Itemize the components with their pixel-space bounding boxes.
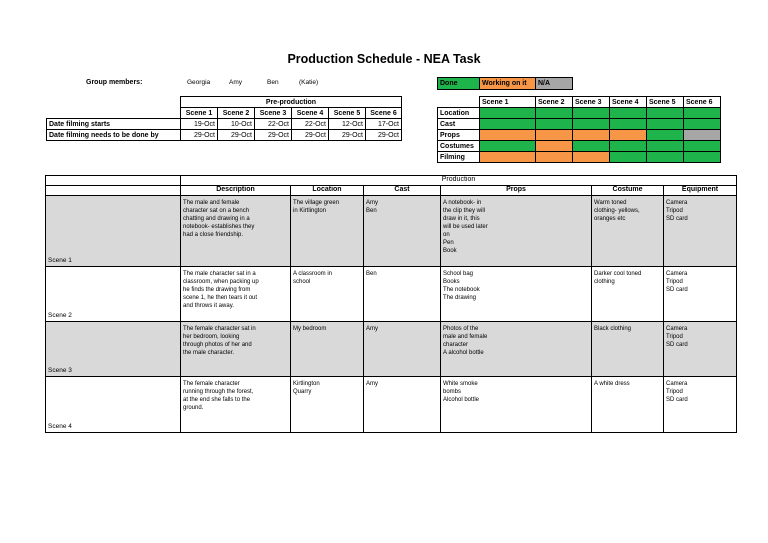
- scene-header: Scene 1: [480, 97, 536, 108]
- cast-line: Amy: [366, 326, 378, 332]
- date-cell: 29-Oct: [218, 130, 255, 141]
- location-line: Quarry: [293, 389, 312, 395]
- props-line: male and female: [443, 334, 488, 340]
- status-row: [438, 130, 721, 141]
- equipment-line: Tripod: [666, 389, 683, 395]
- description-cell: [181, 322, 291, 377]
- costume-cell: [592, 377, 664, 433]
- costume-line: clothing- yellows,: [594, 208, 640, 214]
- description-line: The female character: [183, 381, 240, 387]
- equipment-line: Camera: [666, 200, 688, 206]
- description-line: running through the forest,: [183, 389, 254, 395]
- status-cell: [610, 130, 647, 141]
- description-line: had a close friendship.: [183, 232, 244, 238]
- props-line: character: [443, 342, 469, 348]
- date-cell: 12-Oct: [329, 119, 366, 130]
- description-line: he finds the drawing from: [183, 287, 251, 293]
- scene-header: Scene 3: [255, 108, 292, 119]
- costume-line: Black clothing: [594, 326, 632, 332]
- props-line: A notebook- in: [443, 200, 482, 206]
- blank-cell: [47, 97, 181, 108]
- status-cell: [647, 108, 684, 119]
- description-line: notebook- establishes they: [183, 224, 255, 230]
- status-cell: [536, 152, 573, 163]
- description-line: chatting and drawing in a: [183, 216, 250, 222]
- equipment-line: Camera: [666, 271, 688, 277]
- equipment-line: Camera: [666, 381, 688, 387]
- props-line: The notebook: [443, 287, 480, 293]
- status-cell: [480, 119, 536, 130]
- description-cell: [181, 377, 291, 433]
- scene-header: Scene 1: [181, 108, 218, 119]
- status-cell: [684, 141, 721, 152]
- date-cell: 22-Oct: [255, 119, 292, 130]
- scene-label: Scene 1: [46, 196, 181, 267]
- date-cell: 22-Oct: [292, 119, 329, 130]
- location-line: school: [293, 279, 311, 285]
- status-cell: [573, 130, 610, 141]
- status-cell: [573, 141, 610, 152]
- location-line: Kirtlington: [293, 381, 320, 387]
- cast-cell: [364, 267, 441, 322]
- scene-header: Scene 6: [366, 108, 402, 119]
- status-cell: [536, 108, 573, 119]
- status-row: [438, 108, 721, 119]
- group-member: (Katie): [299, 79, 319, 86]
- status-cell: [684, 108, 721, 119]
- description-line: The female character sat in: [183, 326, 256, 332]
- scene-row: [46, 377, 737, 433]
- date-cell: 29-Oct: [329, 130, 366, 141]
- blank-cell: [47, 108, 181, 119]
- group-member: Amy: [229, 79, 242, 86]
- date-cell: 29-Oct: [366, 130, 402, 141]
- description-line: The male character sat in a: [183, 271, 256, 277]
- scene-header: Scene 2: [536, 97, 573, 108]
- equipment-cell: [664, 196, 737, 267]
- description-line: at the end she falls to the: [183, 397, 251, 403]
- description-line: through photos of her and: [183, 342, 252, 348]
- description-cell: [181, 196, 291, 267]
- equipment-line: Camera: [666, 326, 688, 332]
- props-line: will be used later: [443, 224, 488, 230]
- group-member: Georgia: [187, 79, 211, 86]
- scene-header: Scene 3: [573, 97, 610, 108]
- props-cell: [441, 377, 592, 433]
- props-line: Pen: [443, 240, 454, 246]
- date-cell: 29-Oct: [255, 130, 292, 141]
- equipment-line: Tripod: [666, 279, 683, 285]
- description-line: scene 1, he then tears it out: [183, 295, 258, 301]
- status-row-label: Cast: [438, 119, 480, 130]
- props-line: Photos of the: [443, 326, 479, 332]
- description-line: her bedroom, looking: [183, 334, 240, 340]
- props-cell: [441, 267, 592, 322]
- column-header: Equipment: [664, 186, 737, 196]
- scene-label: Scene 2: [46, 267, 181, 322]
- status-row-label: Location: [438, 108, 480, 119]
- scene-row: [46, 267, 737, 322]
- scene-header: Scene 2: [218, 108, 255, 119]
- status-cell: [684, 130, 721, 141]
- group-members-label: Group members:: [86, 79, 143, 86]
- scene-header: Scene 5: [329, 108, 366, 119]
- scene-row: [46, 196, 737, 267]
- status-cell: [610, 108, 647, 119]
- legend-done: Done: [438, 78, 480, 90]
- props-cell: [441, 322, 592, 377]
- scene-header: Scene 5: [647, 97, 684, 108]
- scene-label: Scene 4: [46, 377, 181, 433]
- status-cell: [610, 141, 647, 152]
- column-header: Props: [441, 186, 592, 196]
- props-line: School bag: [443, 271, 474, 277]
- equipment-line: SD card: [666, 342, 688, 348]
- status-cell: [536, 130, 573, 141]
- location-cell: [291, 322, 364, 377]
- location-cell: [291, 196, 364, 267]
- equipment-cell: [664, 267, 737, 322]
- date-cell: 19-Oct: [181, 119, 218, 130]
- cast-line: Ben: [366, 271, 377, 277]
- row-label: Date filming needs to be done by: [47, 130, 181, 141]
- props-line: A alcohol bottle: [443, 350, 484, 356]
- status-cell: [573, 119, 610, 130]
- status-cell: [610, 119, 647, 130]
- description-line: the male character.: [183, 350, 235, 356]
- location-line: My bedroom: [293, 326, 327, 332]
- cast-cell: [364, 377, 441, 433]
- scene-header: Scene 4: [292, 108, 329, 119]
- date-cell: 29-Oct: [292, 130, 329, 141]
- status-cell: [480, 141, 536, 152]
- props-line: Alcohol bottle: [443, 397, 480, 403]
- date-cell: 10-Oct: [218, 119, 255, 130]
- costume-line: Warm toned: [594, 200, 627, 206]
- equipment-cell: [664, 322, 737, 377]
- location-line: A classroom in: [293, 271, 333, 277]
- costume-cell: [592, 322, 664, 377]
- status-cell: [480, 152, 536, 163]
- equipment-line: SD card: [666, 397, 688, 403]
- status-row: [438, 119, 721, 130]
- props-line: The drawing: [443, 295, 477, 301]
- column-header: Cast: [364, 186, 441, 196]
- props-line: Book: [443, 248, 457, 254]
- props-line: bombs: [443, 389, 462, 395]
- status-cell: [573, 152, 610, 163]
- equipment-line: SD card: [666, 216, 688, 222]
- column-header: Costume: [592, 186, 664, 196]
- status-grid: [437, 96, 721, 163]
- blank-cell: [46, 186, 181, 196]
- status-cell: [573, 108, 610, 119]
- column-header: Description: [181, 186, 291, 196]
- props-line: Books: [443, 279, 460, 285]
- cast-cell: [364, 322, 441, 377]
- cast-line: Amy: [366, 200, 378, 206]
- description-line: and throws it away.: [183, 303, 234, 309]
- equipment-line: SD card: [666, 287, 688, 293]
- costume-cell: [592, 267, 664, 322]
- location-line: The village green: [293, 200, 340, 206]
- status-cell: [647, 152, 684, 163]
- status-row: [438, 152, 721, 163]
- status-row-label: Filming: [438, 152, 480, 163]
- props-line: the clip they will: [443, 208, 486, 214]
- costume-line: oranges etc: [594, 216, 626, 222]
- status-row-label: Props: [438, 130, 480, 141]
- status-cell: [480, 130, 536, 141]
- status-cell: [610, 152, 647, 163]
- preproduction-title: Pre-production: [181, 97, 402, 108]
- cast-cell: [364, 196, 441, 267]
- status-cell: [647, 119, 684, 130]
- props-line: on: [443, 232, 450, 238]
- description-line: classroom, when packing up: [183, 279, 259, 285]
- costume-line: Darker cool toned: [594, 271, 642, 277]
- page-title: Production Schedule - NEA Task: [287, 52, 481, 66]
- row-label: Date filming starts: [47, 119, 181, 130]
- status-cell: [647, 141, 684, 152]
- description-line: character sat on a bench: [183, 208, 250, 214]
- description-line: The male and female: [183, 200, 240, 206]
- props-line: draw in it, this: [443, 216, 480, 222]
- equipment-cell: [664, 377, 737, 433]
- status-cell: [684, 152, 721, 163]
- status-cell: [536, 119, 573, 130]
- status-legend: [437, 77, 573, 90]
- equipment-line: Tripod: [666, 334, 683, 340]
- props-line: White smoke: [443, 381, 478, 387]
- status-cell: [480, 108, 536, 119]
- date-cell: 29-Oct: [181, 130, 218, 141]
- blank-cell: [46, 176, 181, 186]
- production-title: Production: [181, 176, 737, 186]
- costume-line: clothing: [594, 279, 615, 285]
- props-cell: [441, 196, 592, 267]
- cast-line: Ben: [366, 208, 377, 214]
- location-cell: [291, 267, 364, 322]
- costume-cell: [592, 196, 664, 267]
- status-cell: [536, 141, 573, 152]
- status-cell: [647, 130, 684, 141]
- scene-label: Scene 3: [46, 322, 181, 377]
- scene-row: [46, 322, 737, 377]
- column-header: Location: [291, 186, 364, 196]
- scene-header: Scene 6: [684, 97, 721, 108]
- date-cell: 17-Oct: [366, 119, 402, 130]
- location-line: in Kirtlington: [293, 208, 327, 214]
- production-table: [45, 175, 737, 433]
- description-cell: [181, 267, 291, 322]
- blank-cell: [438, 97, 480, 108]
- legend-na: N/A: [536, 78, 573, 90]
- costume-line: A white dress: [594, 381, 630, 387]
- equipment-line: Tripod: [666, 208, 683, 214]
- description-line: ground.: [183, 405, 204, 411]
- status-cell: [684, 119, 721, 130]
- cast-line: Amy: [366, 381, 378, 387]
- location-cell: [291, 377, 364, 433]
- legend-working: Working on it: [480, 78, 536, 90]
- preproduction-table: [46, 96, 402, 141]
- scene-header: Scene 4: [610, 97, 647, 108]
- group-member: Ben: [267, 79, 279, 86]
- status-row: [438, 141, 721, 152]
- status-row-label: Costumes: [438, 141, 480, 152]
